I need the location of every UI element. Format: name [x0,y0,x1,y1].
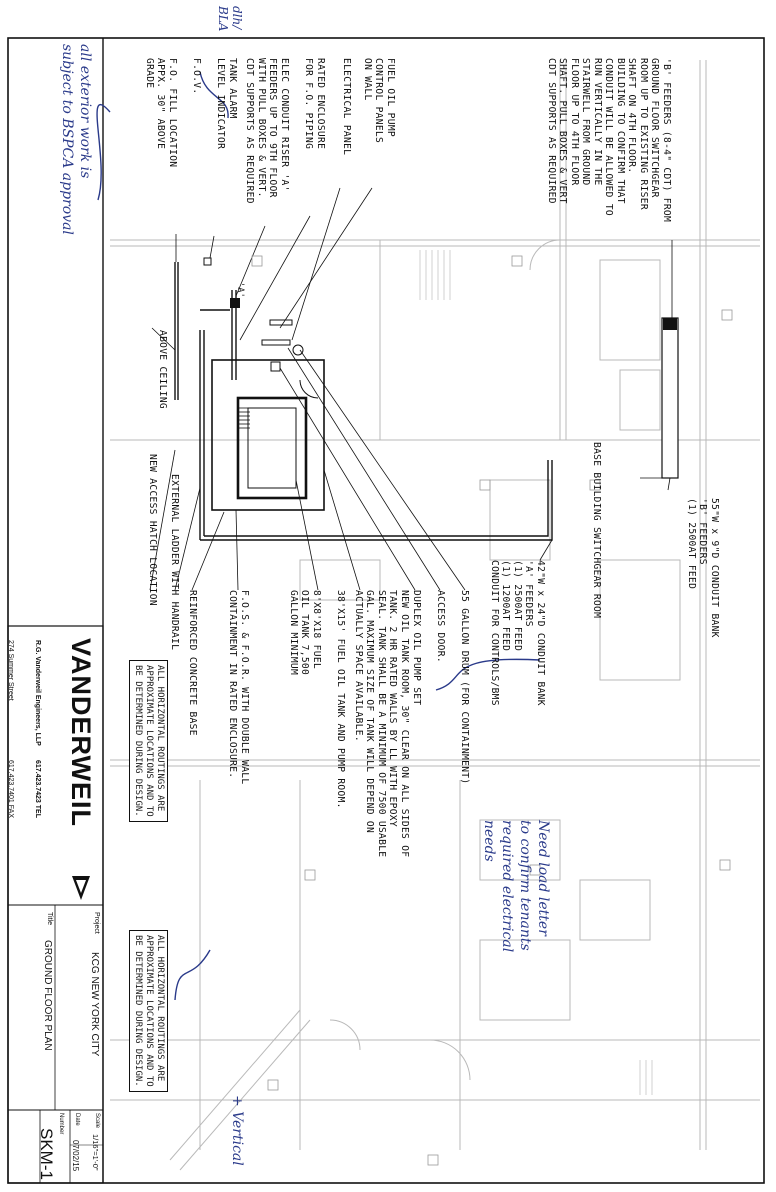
company-contact [0,760,60,818]
label-new-oil-tank-room: NEW OIL TANK ROOM, 30" CLEAR ON ALL SIDES OF TANK. 2 HR RATED WALLS BY LL WITH EPOXY SEAL. TANK SHALL BE A MINIMUM OF 7500 USABLE GAL. MAXIMUM SIZE OF TANK WILL DEPEND ON ACTUALLY SPACE AVAILABLE. [353,590,410,858]
company-phone: 617.423.7423 TEL [34,760,41,818]
label-tank-room-size: 38'X15' FUEL OIL TANK AND PUMP ROOM. [335,590,346,809]
company-fax: 617.423.7401 FAX [7,760,14,818]
label-fuel-oil-tank: 8'X8'X18 FUEL OIL TANK 7,500 GALLON MINIMUM [288,590,322,676]
label-conduit-bank-42: 42"W x 24"D CONDUIT BANK 'A' FEEDERS (1) 2500AT FEED (1) 1200AT FEED CONDUIT FOR CONTROLS/BMS [489,560,546,706]
label-fo-fill: F.O. FILL LOCATION APPX. 30" ABOVE GRADE [144,58,178,168]
label-external-ladder: EXTERNAL LADDER WITH HANDRAIL [169,474,180,651]
label-above-ceiling: ABOVE CEILING [157,330,168,409]
company-street: 274 Summer Street [7,640,14,701]
handwritten-initials: dlh/ BLA [216,6,244,32]
sheet-number: SKM-1 [37,1128,56,1180]
label-switchgear-room: BASE BUILDING SWITCHGEAR ROOM [591,442,602,619]
company-address [0,640,60,746]
label-conduit-bank-55: 55"W x 9"D CONDUIT BANK 'B' FEEDERS (1) 2500AT FEED [686,498,720,638]
label-rated-enclosure: RATED ENCLOSURE FOR F.O. PIPING [303,58,326,150]
project-label: Project [93,912,100,934]
routing-note-2: ALL HORIZONTAL ROUTINGS ARE APPROXIMATE LOCATIONS AND TO BE DETERMINED DURING DESIGN. [129,930,168,1092]
label-elec-conduit-riser: ELEC CONDUIT RISER 'A' FEEDERS UP TO 9TH FLOOR WITH PULL BOXES & VERT. CDT SUPPORTS AS REQUIRED [244,58,290,204]
label-electrical-panel: ELECTRICAL PANEL [341,58,352,156]
title-label: Title [46,912,53,925]
handwritten-load-letter: Need load letter to confirm tenants required electrical needs [481,820,551,953]
company-name: R.G. Vanderweil Engineers, LLP [34,640,41,746]
label-fov: F.O.V. [191,58,202,95]
label-fos-for: F.O.S. & F.O.R. WITH DOUBLE WALL CONTAINMENT IN RATED ENCLOSURE. [227,590,250,785]
label-feeders-b: 'B' FEEDERS (8-4" CDT) FROM GROUND FLOOR SWITCHGEAR ROOM UP TO EXISTING RISER SHAFT ON 4TH FLOOR. BUILDING TO CONFIRM THAT CONDUIT WILL BE ALLOWED TO RUN VERTICALLY IN THE STAIRWELL FROM GROUND FLOOR UP TO 4TH FLOOR SHAFT. PULL BOXES & VERT CDT SUPPORTS AS REQUIRED [546,58,672,223]
label-access-door: ACCESS DOOR. [435,590,446,663]
project-value: KCG NEW YORK CITY [89,952,100,1057]
scale-label: Scale [94,1113,100,1129]
label-fuel-oil-pump: FUEL OIL PUMP CONTROL PANELS ON WALL [362,58,396,144]
label-riser-tag: 'A' [236,282,246,299]
number-label: Number [58,1113,64,1135]
handwritten-vertical: + Vertical [229,1095,245,1166]
title-value: GROUND FLOOR PLAN [42,940,53,1051]
handwritten-exterior-work: all exterior work is subject to BSPCA approval [59,44,93,235]
label-concrete-base: REINFORCED CONCRETE BASE [187,590,198,736]
label-drum: 55 GALLON DRUM (FOR CONTAINMENT) [459,590,470,785]
scale-value: 1/16"=1'-0" [91,1134,100,1171]
label-tank-alarm: TANK ALARM LEVEL INDICATOR [215,58,238,150]
vanderweil-logo: VANDERWEIL [66,638,96,828]
label-duplex-pump: DUPLEX OIL PUMP SET [411,590,422,706]
date-value: 07/02/15 [71,1140,80,1172]
date-label: Date [74,1113,80,1126]
label-access-hatch: NEW ACCESS HATCH LOCATION [147,454,158,606]
routing-note-1: ALL HORIZONTAL ROUTINGS ARE APPROXIMATE LOCATIONS AND TO BE DETERMINED DURING DESIGN. [129,660,168,822]
